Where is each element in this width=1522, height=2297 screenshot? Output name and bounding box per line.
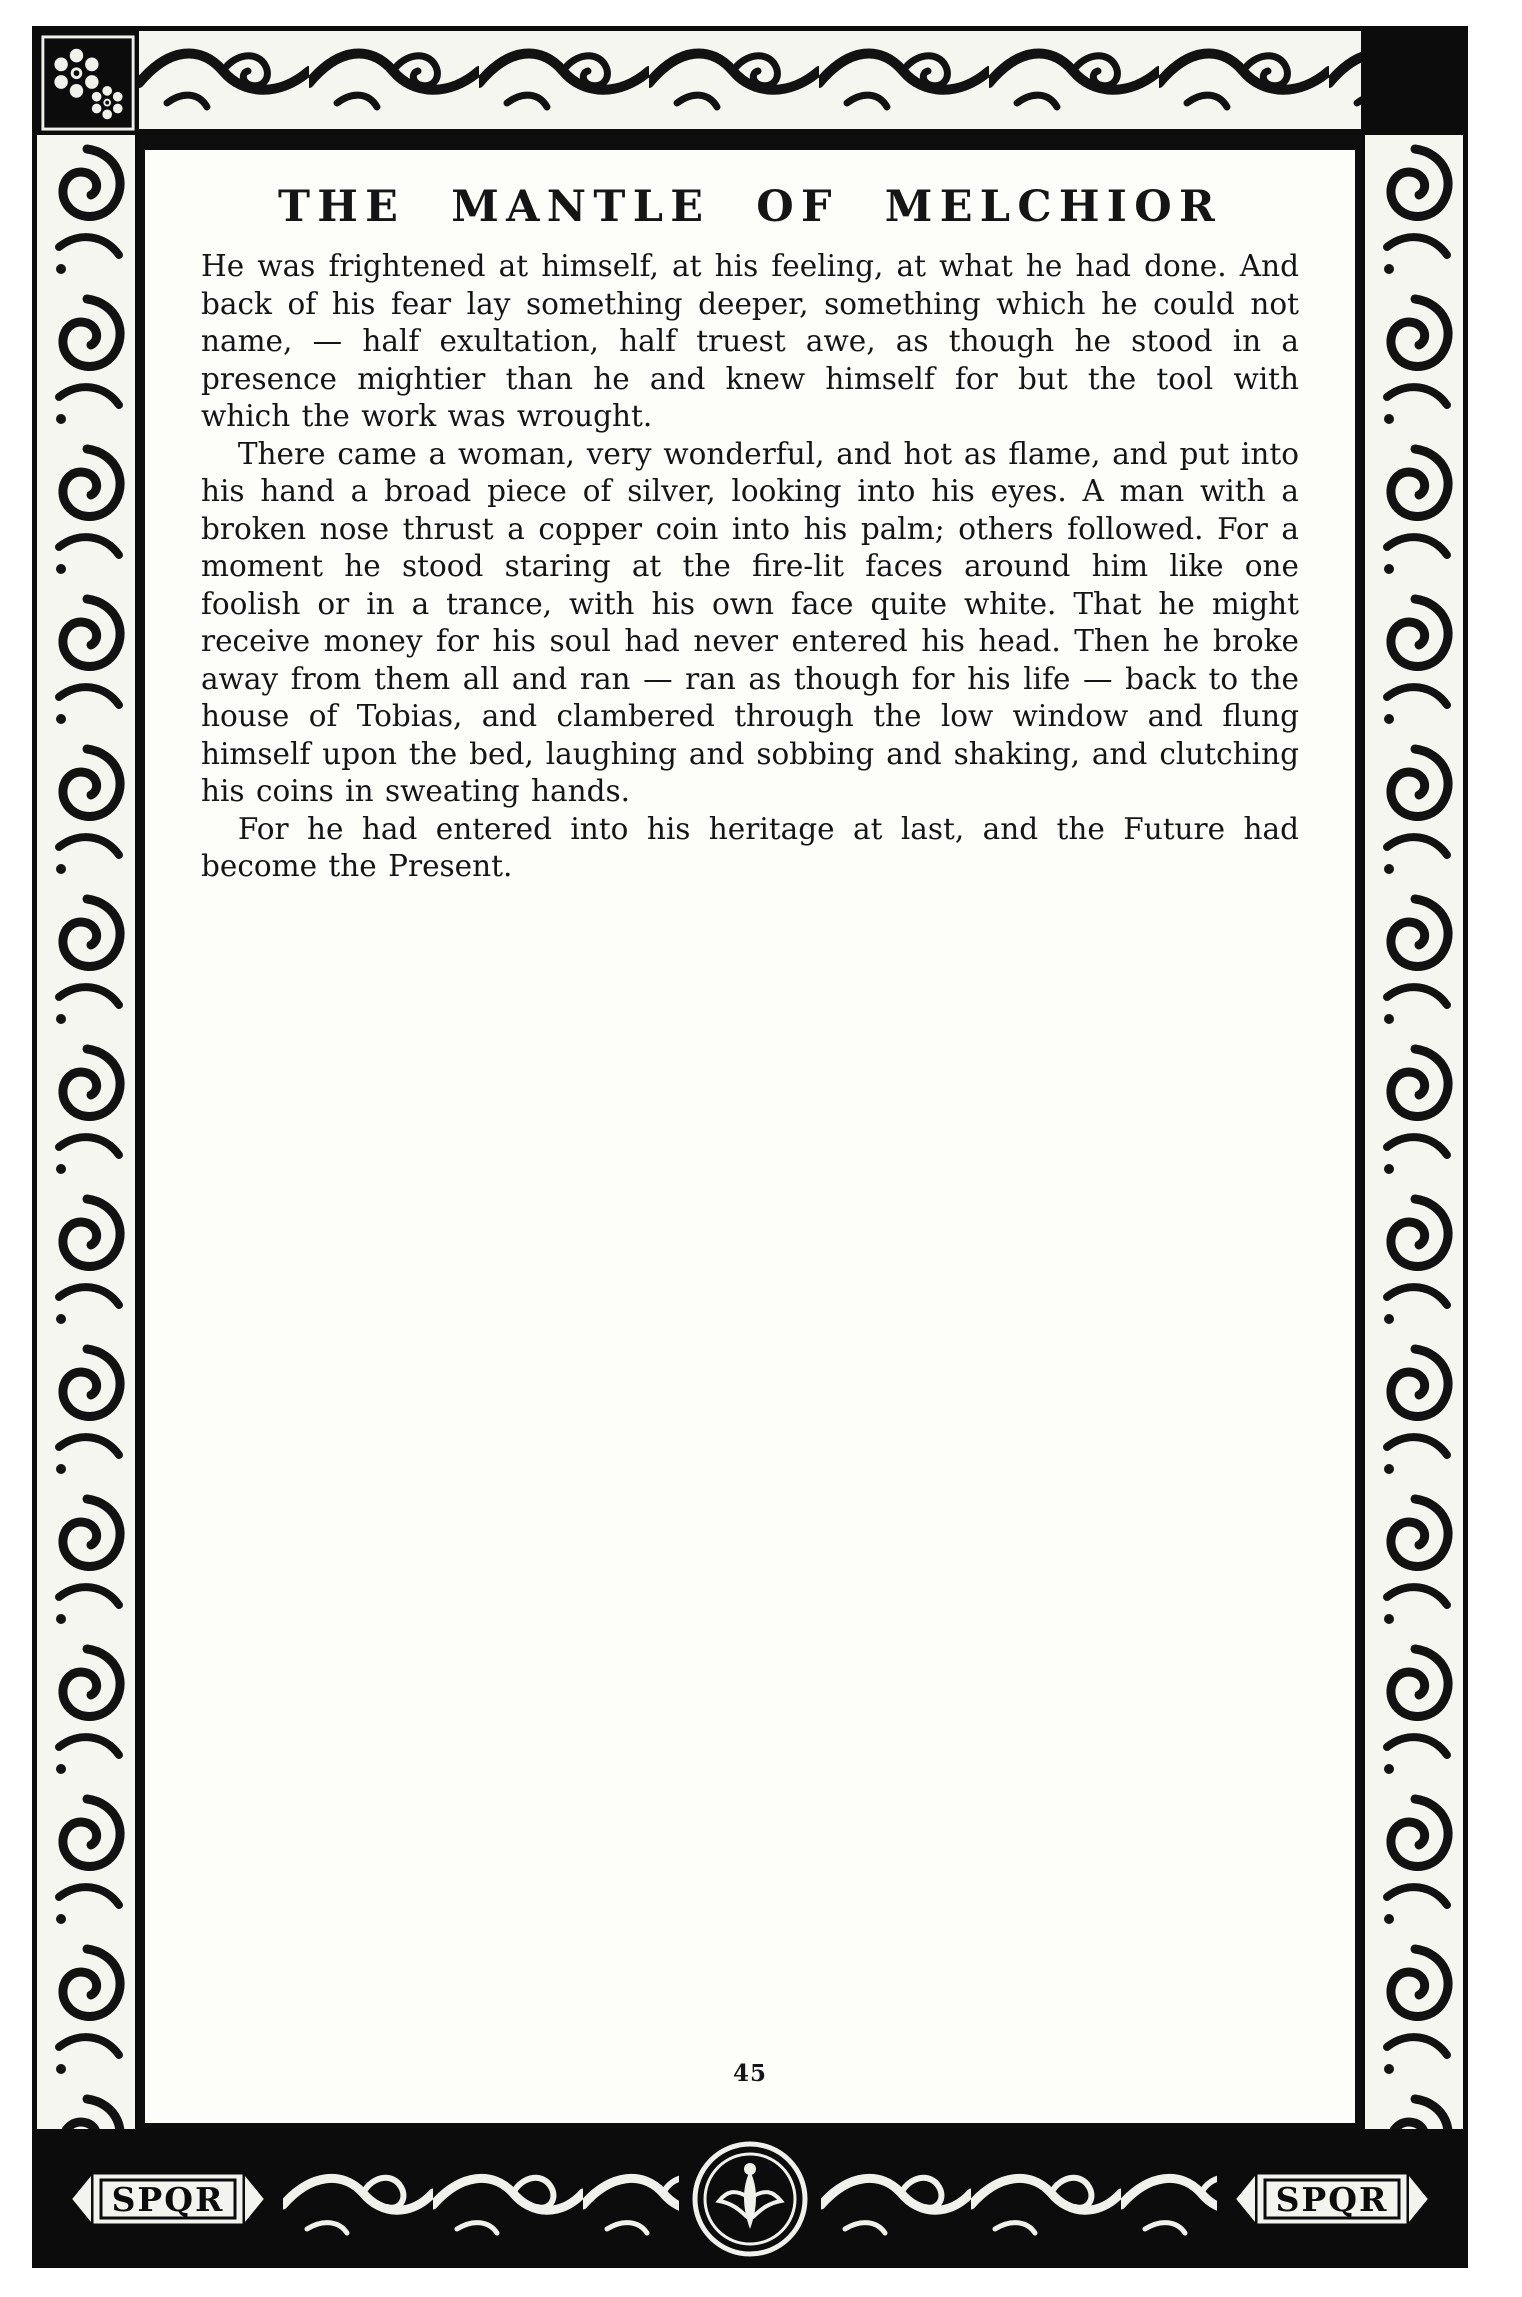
text-block <box>139 135 1361 2129</box>
blank-area <box>201 886 1299 2061</box>
rosette-flower-icon <box>37 31 139 135</box>
bottom-ornament-band <box>37 2129 1463 2263</box>
page-title: THE MANTLE OF MELCHIOR <box>277 182 1223 232</box>
top-vine-border-icon <box>139 31 1361 135</box>
page-number: 45 <box>732 2060 767 2087</box>
bottom-vine-icon <box>283 2143 679 2255</box>
spqr-banner-right <box>1227 2162 1437 2236</box>
left-spiral-border-icon <box>37 135 139 2129</box>
rosette-flower-icon <box>1361 31 1463 135</box>
paragraph-2: There came a woman, very wonderful, and hot as flame, and put into his hand a broad piece of silver, looking into his eyes. A man with a broken nose thrust a copper coin into his palm; others followed. For a moment he stood staring at the fire-lit faces around him like one foolish or in a trance, with his own face quite white. That he might receive money for his soul had never entered his head. Then he broke away from them all and ran — ran as though for his life — back to the house of Tobias, and clambered through the low window and flung himself upon the bed, laughing and sobbing and shaking, and clutching his coins in sweating hands. <box>201 436 1299 808</box>
paragraph-3: For he had entered into his heritage at last, and the Future had become the Present. <box>201 811 1299 883</box>
spqr-banner-left <box>63 2162 273 2236</box>
spqr-label: SPQR <box>111 2180 225 2219</box>
dove-medallion-icon <box>689 2139 811 2259</box>
right-spiral-border-icon <box>1361 135 1463 2129</box>
bottom-vine-icon <box>821 2143 1217 2255</box>
paragraph-1: He was frightened at himself, at his feeling, at what he had done. And back of his fear lay something deeper, something which he could not name, — half exultation, half truest awe, as though he stood in a presence mightier than he and knew himself for but the tool with which the work was wrought. <box>201 249 1299 433</box>
spqr-label: SPQR <box>1275 2180 1389 2219</box>
ornamental-frame <box>32 26 1468 2268</box>
